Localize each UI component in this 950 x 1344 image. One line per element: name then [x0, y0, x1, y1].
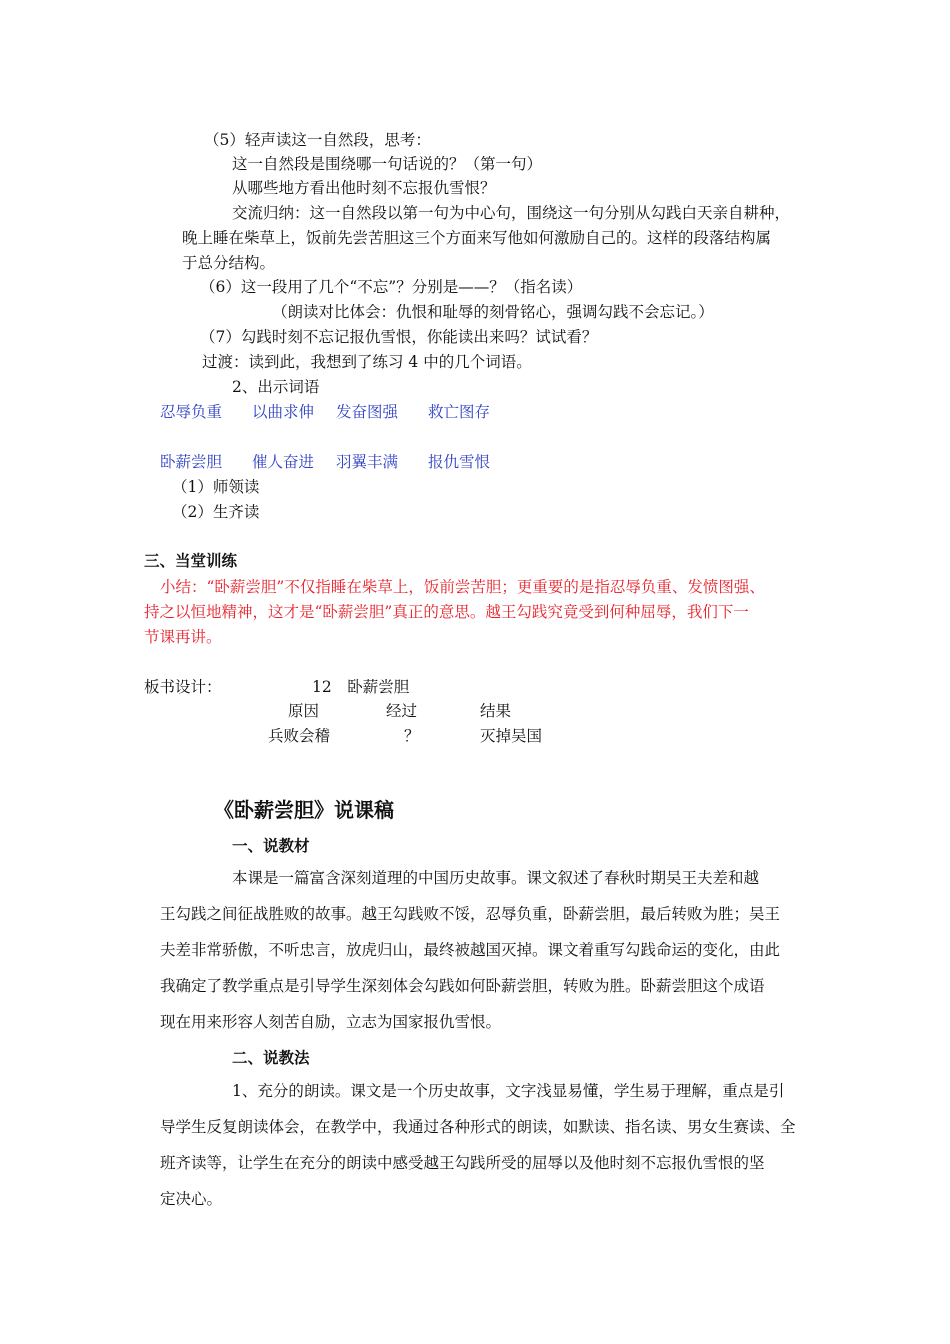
question-5-a: 这一自然段是围绕哪一句话说的？（第一句） [232, 155, 543, 173]
talk-heading-2: 二、说教法 [232, 1048, 310, 1067]
question-6-note: （朗读对比体会：仇恨和耻辱的刻骨铭心，强调勾践不会忘记。） [272, 303, 714, 321]
question-7: （7）勾践时刻不忘记报仇雪恨，你能读出来吗？试试看？ [200, 328, 598, 346]
talk-p1-line-5: 现在用来形容人刻苦自励，立志为国家报仇雪恨。 [160, 1013, 502, 1031]
talk-p1-line-4: 我确定了教学重点是引导学生深刻体会勾践如何卧薪尝胆，转败为胜。卧薪尝胆这个成语 [160, 977, 765, 995]
red-summary-line-2: 持之以恒地精神，这才是“卧薪尝胆”真正的意思。越王勾践究竟受到何种屈辱，我们下一 [144, 603, 749, 621]
word-1-3: 发奋图强 [336, 403, 399, 421]
board-header-process: 经过 [386, 702, 418, 720]
board-header-cause: 原因 [288, 702, 320, 720]
word-1-1: 忍辱负重 [160, 403, 223, 421]
board-header-result: 结果 [480, 702, 512, 720]
transition: 过渡：读到此，我想到了练习 4 中的几个词语。 [202, 353, 532, 371]
talk-heading-1: 一、说教材 [232, 836, 310, 855]
read-step-1: （1）师领读 [172, 478, 260, 496]
board-value-process: ？ [404, 727, 420, 745]
summary-line-1: 交流归纳：这一自然段以第一句为中心句，围绕这一句分别从勾践白天亲自耕种， [232, 204, 791, 222]
step-2: 2、出示词语 [232, 378, 320, 396]
word-1-2: 以曲求伸 [252, 403, 315, 421]
read-step-2: （2）生齐读 [172, 503, 260, 521]
red-summary-line-3: 节课再讲。 [144, 628, 222, 646]
talk-title: 《卧薪尝胆》说课稿 [214, 798, 394, 822]
red-summary-line-1: 小结：“卧薪尝胆”不仅指睡在柴草上，饭前尝苦胆；更重要的是指忍辱负重、发愤图强、 [160, 578, 765, 596]
talk-p1-line-1: 本课是一篇富含深刻道理的中国历史故事。课文叙述了春秋时期吴王夫差和越 [232, 869, 760, 887]
talk-p2-line-2: 导学生反复朗读体会，在教学中，我通过各种形式的朗读，如默读、指名读、男女生赛读、全 [160, 1118, 796, 1136]
talk-p2-line-3: 班齐读等，让学生在充分的朗读中感受越王勾践所受的屈辱以及他时刻不忘报仇雪恨的坚 [160, 1154, 765, 1172]
word-2-2: 催人奋进 [252, 453, 315, 471]
board-value-cause: 兵败会稽 [268, 727, 331, 745]
word-2-4: 报仇雪恨 [428, 453, 491, 471]
talk-p2-line-4: 定决心。 [160, 1190, 223, 1208]
summary-line-2: 晚上睡在柴草上，饭前先尝苦胆这三个方面来写他如何激励自己的。这样的段落结构属 [182, 229, 772, 247]
word-1-4: 救亡图存 [428, 403, 491, 421]
talk-p1-line-2: 王勾践之间征战胜败的故事。越王勾践败不馁，忍辱负重，卧薪尝胆，最后转败为胜；吴王 [160, 905, 781, 923]
board-value-result: 灭掉吴国 [480, 727, 543, 745]
question-6: （6）这一段用了几个“不忘”？分别是——？（指名读） [200, 278, 583, 296]
section-heading-training: 三、当堂训练 [144, 551, 238, 570]
summary-line-3: 于总分结构。 [182, 254, 276, 272]
board-lesson: 12 卧薪尝胆 [312, 678, 410, 696]
question-5: （5）轻声读这一自然段，思考： [204, 131, 431, 149]
board-label: 板书设计： [144, 678, 222, 696]
talk-p2-line-1: 1、充分的朗读。课文是一个历史故事，文字浅显易懂，学生易于理解，重点是引 [232, 1082, 785, 1100]
question-5-b: 从哪些地方看出他时刻不忘报仇雪恨？ [232, 179, 496, 197]
word-2-1: 卧薪尝胆 [160, 453, 223, 471]
word-2-3: 羽翼丰满 [336, 453, 399, 471]
talk-p1-line-3: 夫差非常骄傲，不听忠言，放虎归山，最终被越国灭掉。课文着重写勾践命运的变化，由此 [160, 941, 781, 959]
